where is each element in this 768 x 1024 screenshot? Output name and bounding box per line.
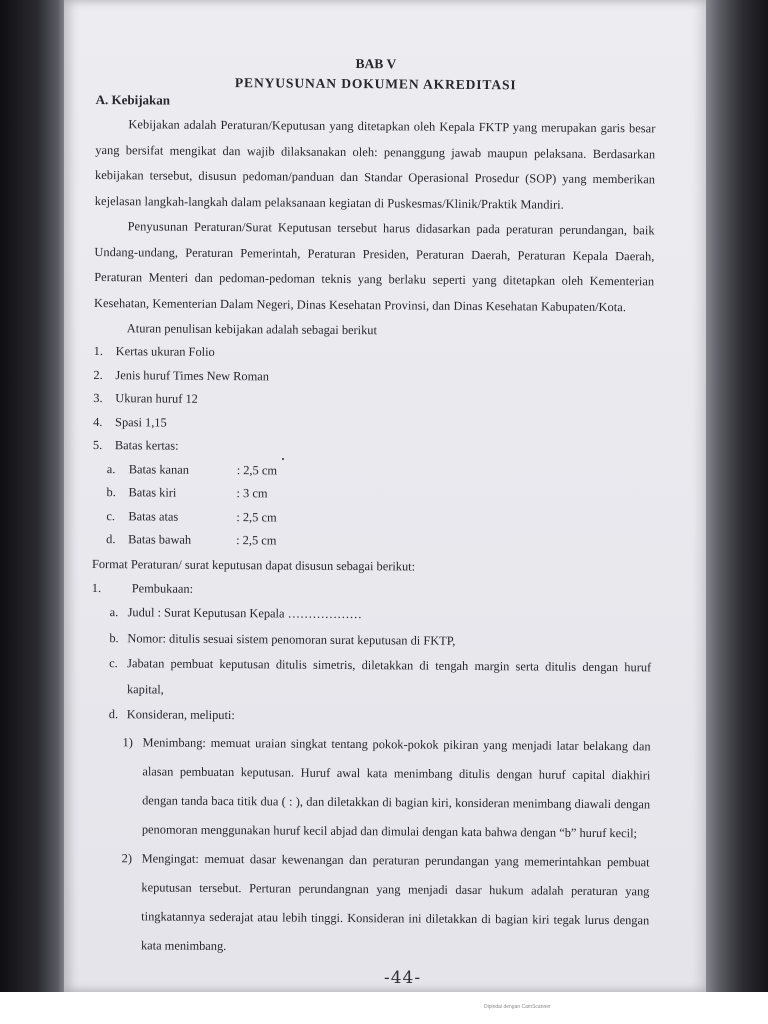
konsideran-item [90,727,651,847]
chapter-heading: BAB V [355,56,397,72]
list-letter: d. [106,532,116,547]
list-number: 2) [121,850,133,865]
list-letter: b. [109,630,119,645]
page-content [89,52,656,964]
list-letter: d. [108,707,119,722]
list-letter: b. [106,485,116,500]
list-number: 1. [93,343,104,359]
list-text: Jenis huruf Times New Roman [115,367,270,383]
list-text: Spasi 1,15 [115,414,167,430]
scanner-watermark: Dipindai dengan CamScanner [484,1004,551,1010]
item-text: Konsideran, meliputi: [126,707,235,723]
list-letter: c. [106,508,116,523]
item-text: Judul : Surat Keputusan Kepala ……………… [127,605,363,622]
margin-list [92,457,653,555]
pembukaan-label: Pembukaan: [131,580,194,596]
konsideran-item [89,843,650,963]
paragraph: Penyusunan Peraturan/Surat Keputusan tersebut harus didasarkan pada peraturan perundangan, baik Undang-undang, Peraturan Pemerintah, Peraturan Presiden, Peraturan Daerah, Peraturan Kepala Daerah, Peraturan Menteri dan pedoman-pedoman teknis yang berlaku seperti yang ditetapkan oleh Kementerian Kesehatan, Kementerian Dalam Negeri, Dinas Kesehatan Provinsi, dan Dinas Kesehatan Kabupaten/Kota. [93,219,655,314]
margin-value: : 2,5 cm [236,462,278,477]
margin-name: Batas kiri [128,485,177,500]
margin-name: Batas atas [128,508,179,524]
list-letter: a. [106,461,116,476]
chapter-title: PENYUSUNAN DOKUMEN AKREDITASI [234,75,517,93]
list-item [93,387,653,415]
scan-bottom-margin [0,992,768,1024]
list-text: Kertas ukuran Folio [115,344,215,359]
margin-name: Batas kanan [128,461,189,477]
konsideran-text: Mengingat: memuat dasar kewenangan dan peraturan perundangan yang memerintahkan pembuat keputusan tersebut. Perturan perundangnan yang menjadi dasar hukum adalah peraturan yang tingkatannya sederajat atau lebih tinggi. Konsideran ini diletakkan di bagian kiri tegak lurus dengan kata menimbang. [140,850,650,953]
list-number: 2. [93,367,103,382]
item-text: Jabatan pembuat keputusan ditulis simetris, diletakkan di tengah margin serta ditulis dengan huruf kapital, [126,656,652,697]
scan-right-edge [704,0,768,992]
document-page [64,0,706,992]
rules-list [93,340,654,462]
lettered-item [91,651,651,706]
item-text: Nomor: ditulis sesuai sistem penomoran surat keputusan di FKTP, [127,630,456,648]
paragraph: Kebijakan adalah Peraturan/Keputusan yang ditetapkan oleh Kepala FKTP yang merupakan garis besar yang bersifat mengikat dan wajib dilaksanakan oleh: penanggung jawab maupun pelaksana. Berdasarkan kebijakan tersebut, disusun pedoman/panduan dan Standar Operasional Prosedur (SOP) yang memberikan kejelasan langkah-langkah dalam pelaksanaan kegiatan di Puskesmas/Klinik/Praktik Mandiri. [94,117,656,212]
section-heading: A. Kebijakan [95,91,171,108]
margin-value: : 2,5 cm [236,509,277,524]
margin-name: Batas bawah [128,532,192,547]
rules-intro: Aturan penulisan kebijakan adalah sebagai berikut [126,321,378,338]
format-intro: Format Peraturan/ surat keputusan dapat disusun sebagai berikut: [91,556,416,574]
list-number: 3. [93,390,103,406]
margin-value: : 2,5 cm [236,533,277,548]
list-number: 5. [92,437,103,453]
list-number: 4. [93,414,103,429]
list-number: 1. [91,580,102,595]
list-letter: a. [109,605,119,620]
page-number: -44- [384,968,422,988]
margin-value: : 3 cm [236,486,268,501]
list-number: 1) [122,734,133,749]
list-letter: c. [109,656,118,671]
ink-dot [282,458,284,460]
scan-left-edge [0,0,68,992]
list-text: Batas kertas: [114,438,179,453]
list-text: Ukuran huruf 12 [115,391,198,406]
konsideran-text: Menimbang: memuat uraian singkat tentang pokok-pokok pikiran yang menjadi latar belakang dan alasan pembuatan keputusan. Huruf awal kata menimbang ditulis dengan huruf capital diakhiri dengan tanda baca titik dua ( : ), dan diletakkan di bagian kiri, konsideran menimbang diawali dengan penomoran menggunakan huruf kecil abjad dan dimulai dengan kata bahwa dengan “b” huruf kecil; [141,734,651,840]
